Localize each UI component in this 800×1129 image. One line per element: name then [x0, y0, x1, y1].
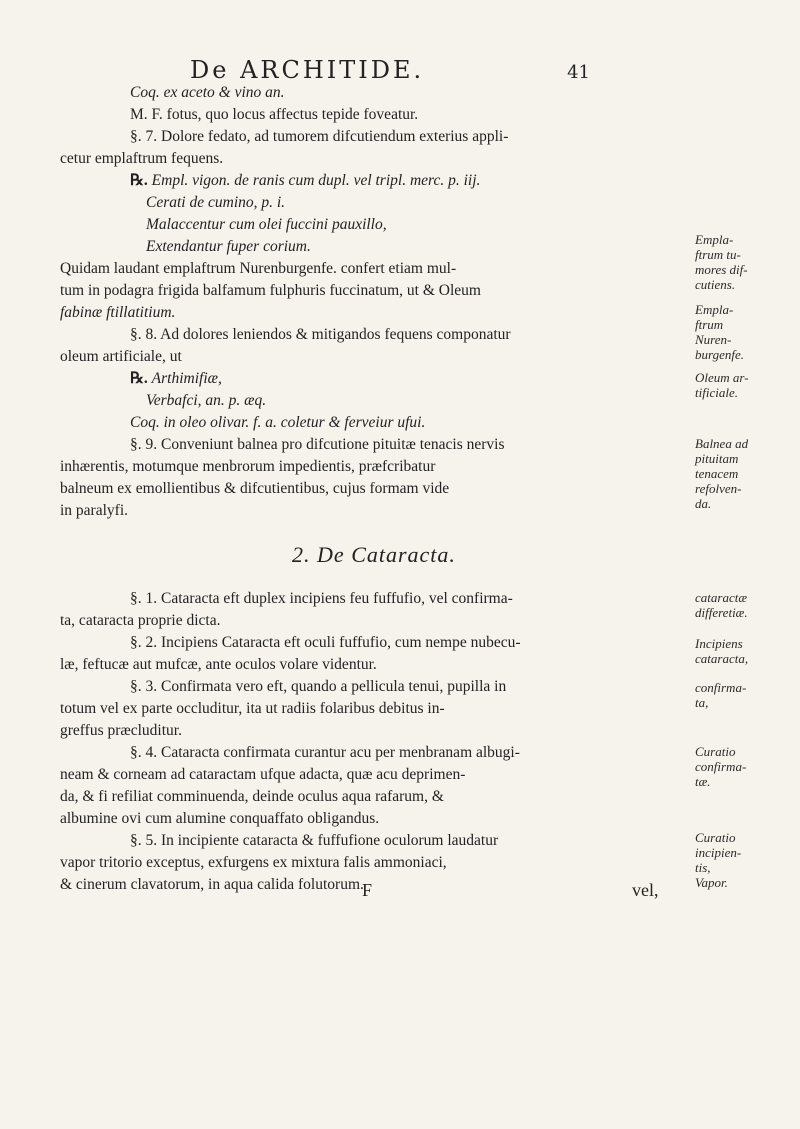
page-number: 41: [567, 62, 590, 83]
margin-note-line: cataractæ: [695, 590, 747, 605]
margin-note-line: tis,: [695, 860, 711, 875]
margin-note-line: Empla-: [695, 232, 734, 247]
text-line: fabinæ ftillatitium.: [60, 304, 176, 321]
text-line: §. 2. Incipiens Cataracta eft oculi fuffufio, cum nempe nubecu-: [130, 634, 521, 651]
margin-note-line: Oleum ar-: [695, 370, 749, 385]
margin-note-line: Empla-: [695, 302, 734, 317]
recipe-symbol: ℞.: [130, 370, 148, 387]
text-line: albumine ovi cum alumine conquaffato obligandus.: [60, 810, 380, 827]
text-line: §. 7. Dolore fedato, ad tumorem difcutiendum exterius appli-: [130, 128, 509, 145]
text-line: læ, feftucæ aut mufcæ, ante oculos volare videntur.: [60, 656, 377, 673]
margin-note-nurenburgense: [695, 302, 785, 362]
recipe-text: Arthimifiæ,: [151, 370, 222, 387]
text-line: inhærentis, motumque menbrorum impedientis, præfcribatur: [60, 458, 436, 475]
margin-note-curatio-confirmatae: [695, 744, 785, 789]
text-line: Extendantur fuper corium.: [146, 238, 311, 255]
margin-note-oleum: [695, 370, 785, 400]
margin-note-line: confirma-: [695, 759, 747, 774]
margin-note-line: da.: [695, 496, 712, 511]
margin-note-confirmata: [695, 680, 785, 710]
page-header: [190, 56, 590, 84]
margin-note-curatio-incipientis: [695, 830, 785, 890]
margin-note-line: Curatio: [695, 744, 736, 759]
margin-note-line: Curatio: [695, 830, 736, 845]
margin-note-emplastrum: [695, 232, 785, 292]
margin-note-line: tæ.: [695, 774, 711, 789]
margin-note-line: Balnea ad: [695, 436, 749, 451]
body-text: [60, 82, 688, 896]
margin-note-line: Vapor.: [695, 875, 728, 890]
recipe-symbol: ℞.: [130, 172, 148, 189]
text-line: neam & corneam ad cataractam ufque adacta, quæ acu deprimen-: [60, 766, 466, 783]
text-line: §. 8. Ad dolores leniendos & mitigandos fequens componatur: [130, 326, 511, 343]
margin-note-line: differetiæ.: [695, 605, 748, 620]
text-line: da, & fi refiliat comminuenda, deinde oculus aqua rafarum, &: [60, 788, 444, 805]
text-line: Cerati de cumino, p. i.: [146, 194, 286, 211]
text-line: ta, cataracta proprie dicta.: [60, 612, 221, 629]
recipe-line: [60, 170, 688, 192]
margin-note-line: tenacem: [695, 466, 739, 481]
section-title: 2. De Cataracta.: [292, 542, 456, 567]
catchword: vel,: [632, 880, 659, 900]
text-line: §. 3. Confirmata vero eft, quando a pellicula tenui, pupilla in: [130, 678, 507, 695]
recipe-line: [60, 368, 688, 390]
text-line: & cinerum clavatorum, in aqua calida folutorum.: [60, 876, 364, 893]
text-line: Verbafci, an. p. æq.: [146, 392, 267, 409]
margin-note-balnea: [695, 436, 785, 511]
text-line: Malaccentur cum olei fuccini pauxillo,: [146, 216, 387, 233]
text-line: in paralyfi.: [60, 502, 129, 519]
text-line: cetur emplaftrum fequens.: [60, 150, 224, 167]
margin-note-line: incipien-: [695, 845, 742, 860]
text-line: Quidam laudant emplaftrum Nurenburgenfe. confert etiam mul-: [60, 260, 457, 277]
text-line: §. 4. Cataracta confirmata curantur acu per menbranam albugi-: [130, 744, 520, 761]
text-line: Coq. in oleo olivar. f. a. coletur & ferveiur ufui.: [130, 414, 426, 431]
margin-note-line: Incipiens: [695, 636, 743, 651]
text-line: oleum artificiale, ut: [60, 348, 182, 365]
margin-note-line: cataracta,: [695, 651, 749, 666]
text-line: Coq. ex aceto & vino an.: [130, 84, 285, 101]
text-line: §. 9. Conveniunt balnea pro difcutione pituitæ tenacis nervis: [130, 436, 505, 453]
margin-note-line: cutiens.: [695, 277, 736, 292]
margin-note-line: refolven-: [695, 481, 742, 496]
recipe-text: Empl. vigon. de ranis cum dupl. vel tripl. merc. p. iij.: [151, 172, 481, 189]
text-line: M. F. fotus, quo locus affectus tepide foveatur.: [130, 106, 419, 123]
margin-note-differentiae: [695, 590, 785, 620]
text-line: §. 5. In incipiente cataracta & fuffufione oculorum laudatur: [130, 832, 499, 849]
text-line: balneum ex emollientibus & difcutientibus, cujus formam vide: [60, 480, 450, 497]
text-line: totum vel ex parte occluditur, ita ut radiis folaribus debitus in-: [60, 700, 445, 717]
text-line: tum in podagra frigida balfamum fulphuris fuccinatum, ut & Oleum: [60, 282, 481, 299]
margin-note-line: confirma-: [695, 680, 747, 695]
text-line: greffus præcluditur.: [60, 722, 182, 739]
margin-note-line: burgenfe.: [695, 347, 744, 362]
margin-note-line: Nuren-: [695, 332, 732, 347]
margin-note-incipiens: [695, 636, 785, 666]
margin-note-line: mores dif-: [695, 262, 748, 277]
text-line: §. 1. Cataracta eft duplex incipiens feu fuffufio, vel confirma-: [130, 590, 513, 607]
margin-note-line: tificiale.: [695, 385, 738, 400]
margin-note-line: ftrum tu-: [695, 247, 741, 262]
margin-note-line: ftrum: [695, 317, 724, 332]
running-title: De ARCHITIDE.: [190, 56, 425, 84]
text-line: vapor tritorio exceptus, exfurgens ex mixtura falis ammoniaci,: [60, 854, 447, 871]
margin-note-line: pituitam: [695, 451, 739, 466]
signature-mark: F: [362, 880, 373, 900]
margin-note-line: ta,: [695, 695, 709, 710]
